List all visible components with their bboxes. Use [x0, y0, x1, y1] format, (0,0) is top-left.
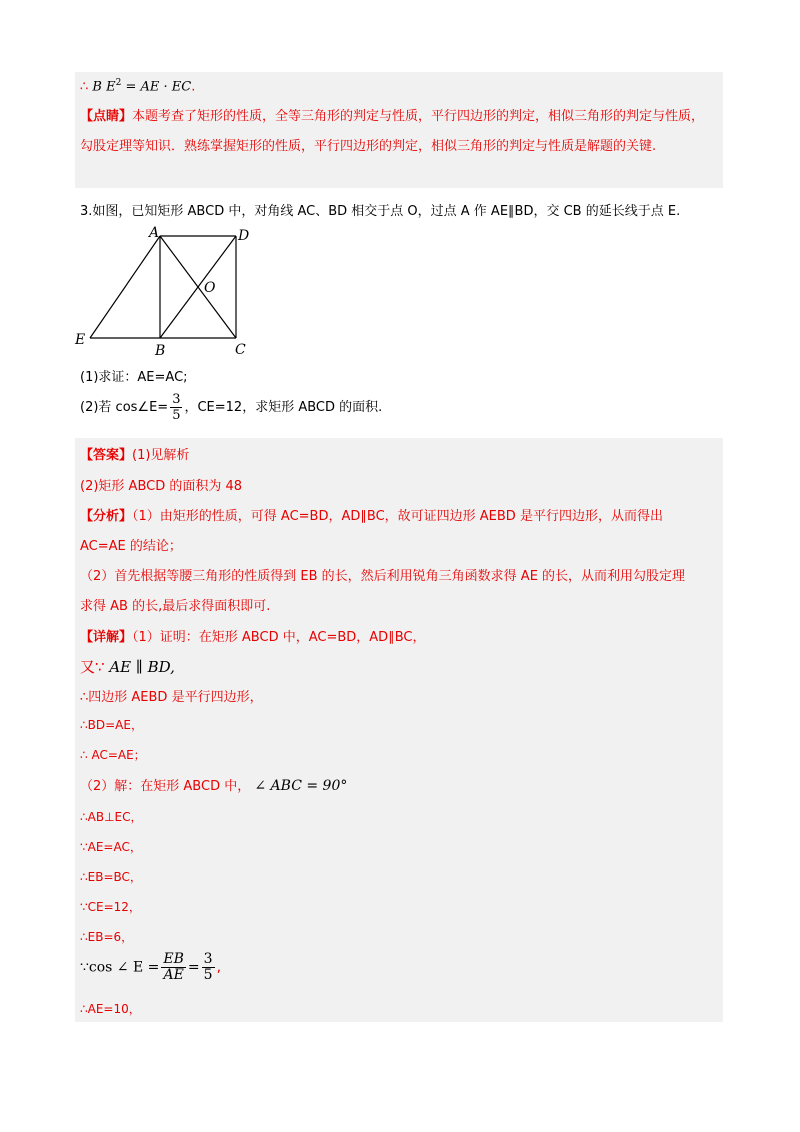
label-C: C: [235, 342, 246, 358]
step-a-math: AE ∥ BD,: [109, 658, 175, 676]
detail-label: 【详解】: [80, 630, 133, 645]
conclusion-end: .: [191, 79, 196, 95]
step-b: ∴四边形 AEBD 是平行四边形，: [80, 690, 263, 705]
comment-text: 本题考查了矩形的性质，全等三角形的判定与性质，平行四边形的判定，相似三角形的判定与性质，勾股定理等知识．熟练掌握矩形的性质，平行四边形的判定，相似三角形的判定与性质是解题的关键.: [80, 109, 705, 154]
analysis-label: 【分析】: [80, 509, 133, 524]
label-O: O: [204, 280, 216, 296]
answer-line-2: (2)矩形 ABCD 的面积为 48: [80, 479, 243, 494]
label-D: D: [238, 228, 250, 244]
cos-numerator-2: 3: [203, 951, 213, 967]
step-s2: ∵AE=AC，: [80, 840, 142, 854]
step-s4: ∵CE=12，: [80, 900, 141, 914]
answer-line-1: [80, 444, 189, 463]
step-d: ∴ AC=AE；: [80, 748, 146, 762]
conclusion-rhs: = AE · EC: [125, 79, 192, 95]
step-s6: ∴AE=10，: [80, 1002, 141, 1016]
label-B: B: [155, 343, 166, 359]
answer-part-1: (1)见解析: [132, 448, 190, 463]
answer-label: 【答案】: [80, 448, 133, 463]
step-s1: ∴AB⊥EC，: [80, 810, 143, 824]
answer-block: [75, 438, 723, 1022]
therefore-symbol: ∴: [80, 79, 89, 95]
segment-AE: [90, 236, 160, 338]
comment-label: 【点睛】: [80, 109, 133, 124]
label-E: E: [75, 332, 86, 348]
cos-end: ,: [216, 959, 222, 976]
analysis-line-3: （2）首先根据等腰三角形的性质得到 EB 的长，然后利用锐角三角函数求得 AE 的长，从而利用勾股定理: [80, 569, 686, 584]
analysis-line-4: 求得 AB 的长,最后求得面积即可.: [80, 599, 271, 614]
question-part-1: (1)求证：AE=AC;: [80, 370, 188, 385]
step-c: ∴BD=AE，: [80, 718, 143, 732]
part2-numerator: 3: [172, 392, 181, 407]
analysis-part-1a: （1）由矩形的性质，可得 AC=BD，AD∥BC，故可证四边形 AEBD 是平行四边形，从而得出: [132, 509, 663, 524]
part2-denominator: 5: [172, 408, 181, 423]
step-s5: ∴EB=6，: [80, 930, 134, 944]
cos-numerator-1: EB: [163, 951, 184, 967]
cos-fraction-1: [161, 952, 186, 983]
part2-prefix: (2)若 cos∠E=: [80, 400, 169, 415]
conclusion-lhs: B E: [92, 79, 116, 95]
conclusion-exponent: 2: [115, 78, 122, 88]
step-s3: ∴EB=BC，: [80, 870, 142, 884]
detail-part-2: （2）解：在矩形 ABCD 中，: [80, 779, 251, 794]
step-a-prefix: 又∵: [80, 658, 105, 676]
detail-line-2: [80, 775, 347, 794]
step-a: [80, 656, 175, 677]
detail-part-1: （1）证明：在矩形 ABCD 中，AC=BD，AD∥BC，: [132, 630, 426, 645]
comment-paragraph: [80, 102, 716, 162]
cos-fraction-2: [202, 952, 215, 983]
analysis-line-1: [80, 505, 663, 524]
detail-line-1: [80, 626, 425, 645]
geometry-figure: [72, 224, 257, 359]
question-part-2: [80, 392, 382, 423]
cos-denominator-2: 5: [203, 967, 213, 983]
part2-suffix: ，CE=12，求矩形 ABCD 的面积.: [184, 400, 383, 415]
part2-fraction: [170, 392, 182, 423]
problem-stem: 3.如图，已知矩形 ABCD 中，对角线 AC、BD 相交于点 O，过点 A 作 AE∥BD，交 CB 的延长线于点 E.: [80, 204, 681, 219]
cos-equation: [80, 952, 221, 983]
cos-equals: =: [187, 959, 200, 976]
label-A: A: [149, 225, 160, 241]
cos-denominator-1: AE: [163, 967, 184, 983]
analysis-line-2: AC=AE 的结论；: [80, 539, 182, 554]
conclusion-line: [80, 78, 195, 94]
cos-prefix: ∵cos ∠ E =: [80, 959, 160, 976]
detail-part-2-math: ∠ ABC = 90°: [254, 778, 348, 794]
